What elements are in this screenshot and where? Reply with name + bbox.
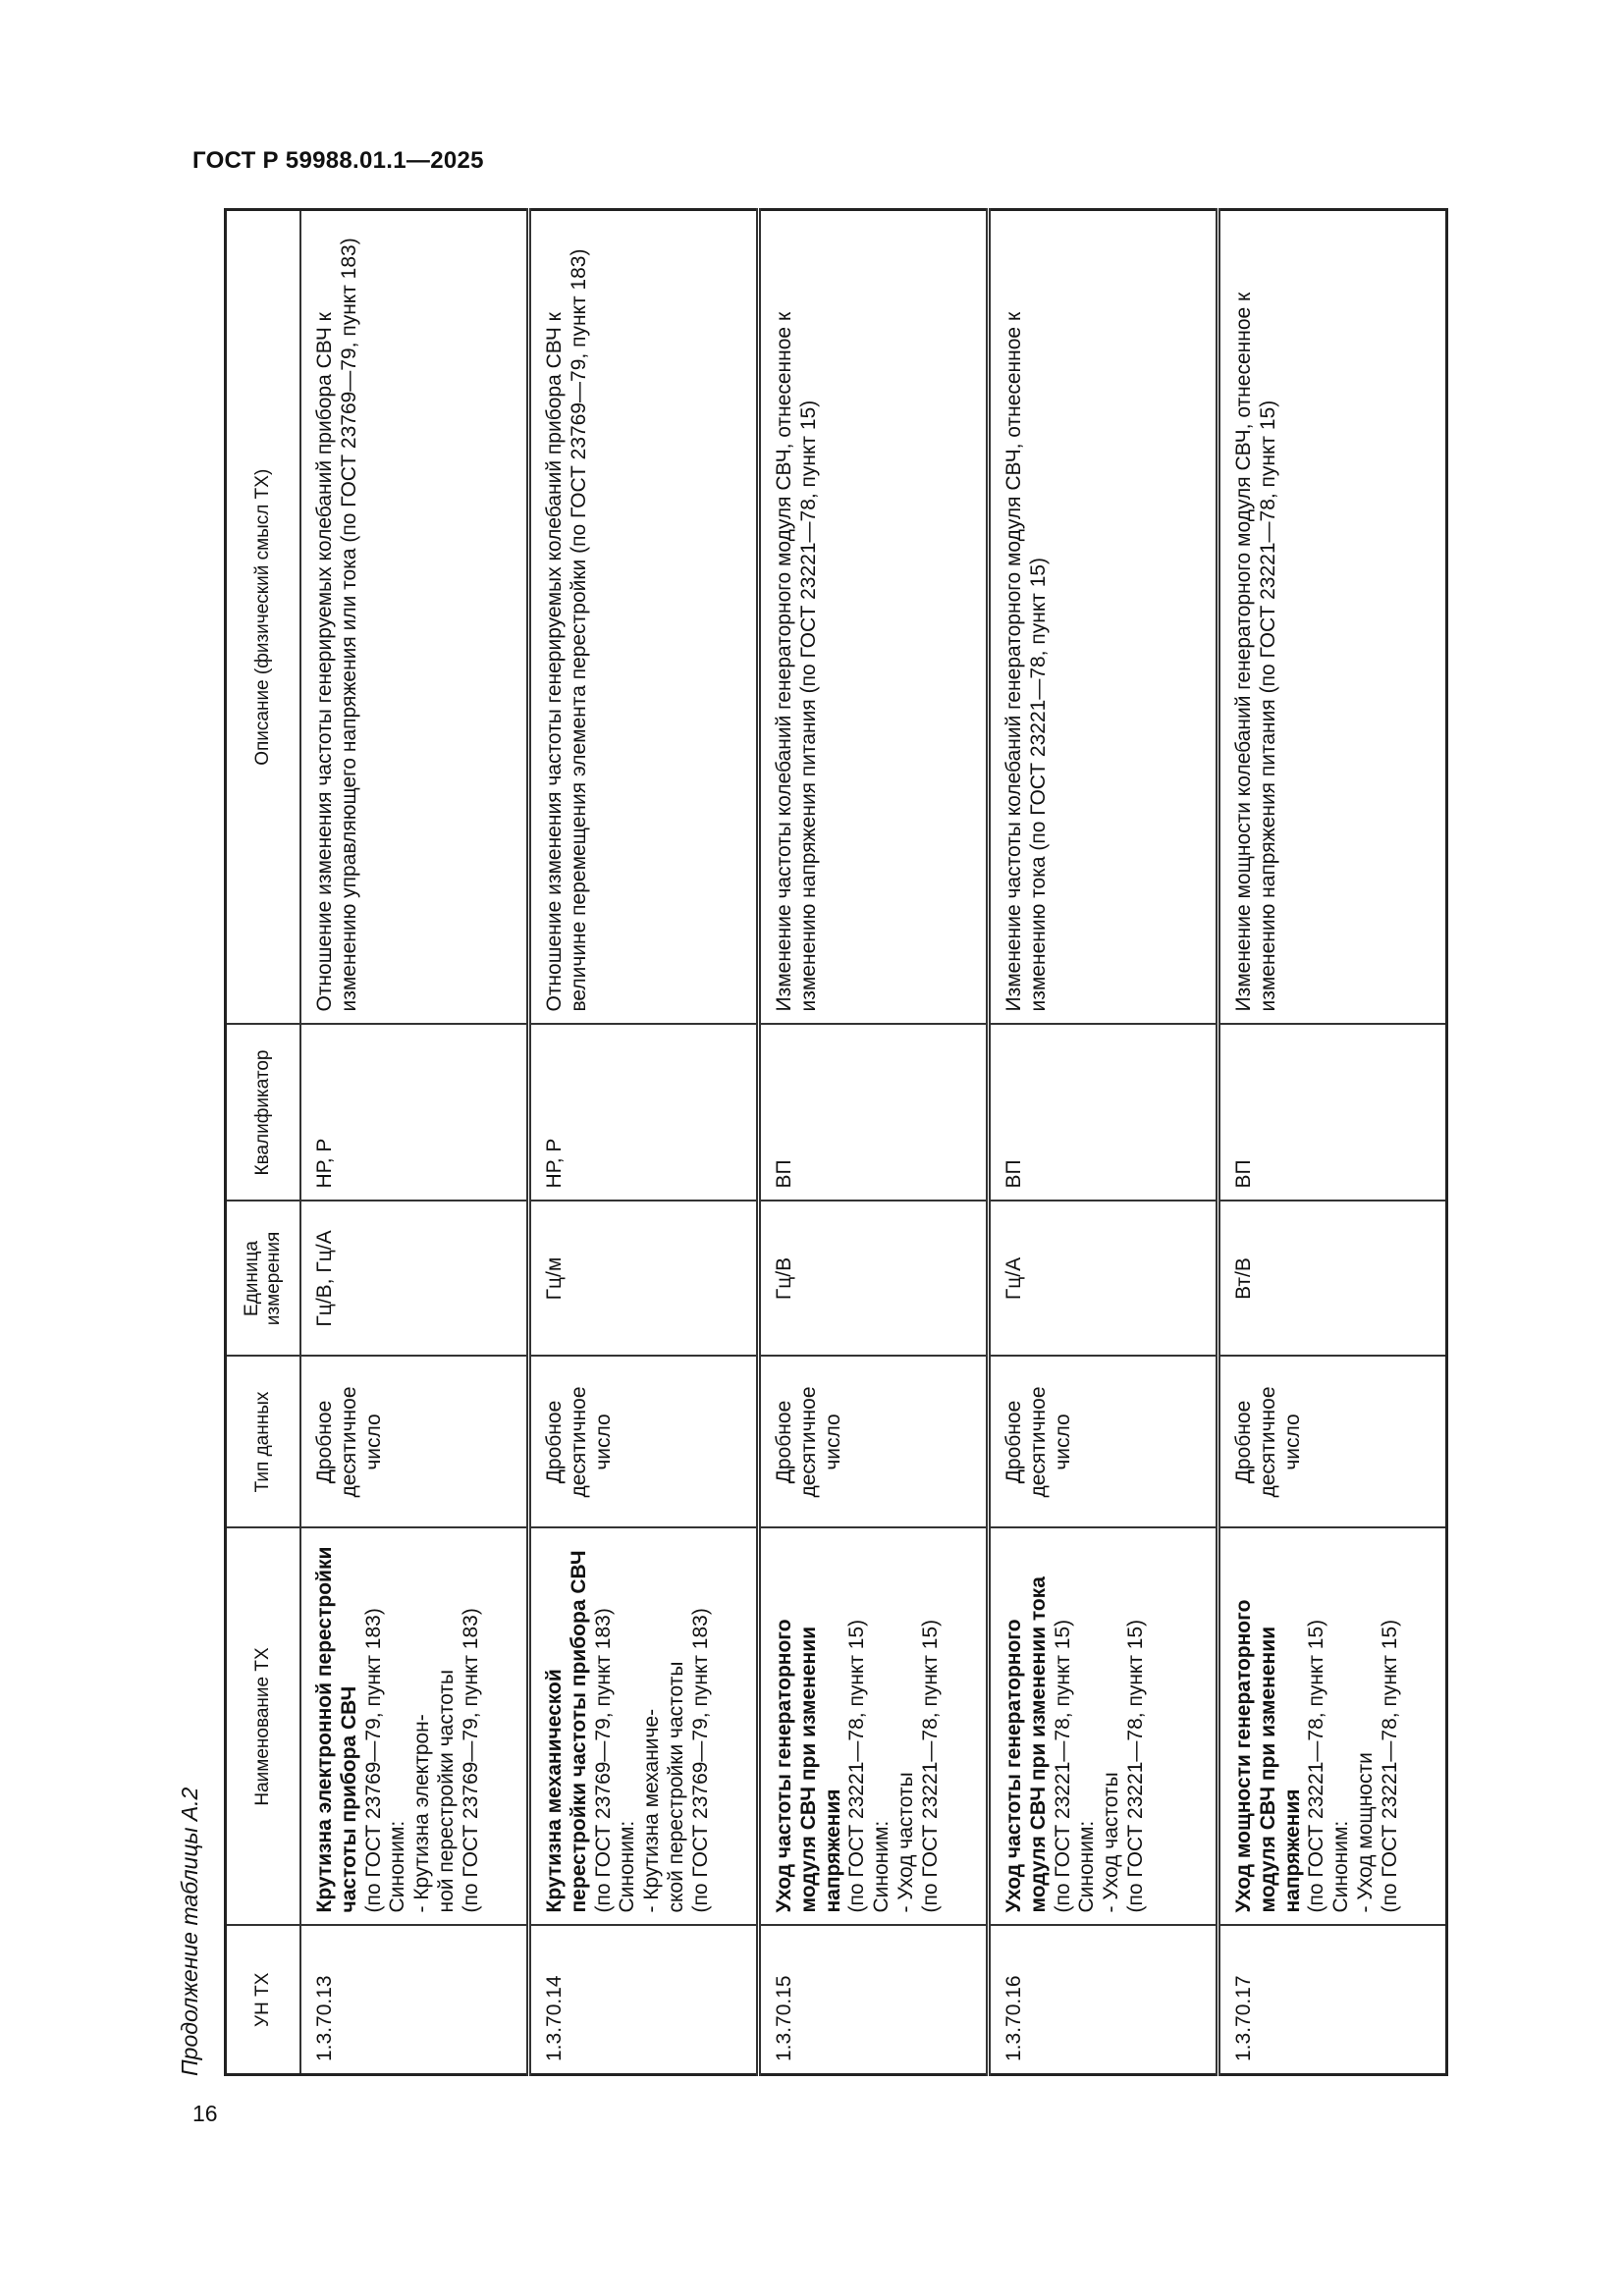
cell-data-type: Дробное десятичное число: [989, 1357, 1218, 1528]
name-detail-line: Синоним:: [616, 1820, 639, 1913]
name-detail-line: Синоним:: [870, 1820, 893, 1913]
characteristic-name: Крутизна механической перестройки частоты прибора СВЧ: [543, 1550, 590, 1913]
cell-unit: Гц/В: [759, 1201, 989, 1357]
cell-qualifier: НР, Р: [300, 1025, 529, 1201]
name-detail-line: ной перестройки частоты: [434, 1669, 458, 1913]
name-details: [1052, 1541, 1149, 1913]
table-row: [529, 210, 759, 2075]
cell-name: [300, 1528, 529, 1926]
name-detail-line: - Уход частоты: [893, 1772, 917, 1913]
cell-qualifier: ВП: [759, 1025, 989, 1201]
cell-data-type: Дробное десятичное число: [759, 1357, 989, 1528]
name-detail-line: (по ГОСТ 23221—78, пункт 15): [1051, 1619, 1074, 1913]
cell-unit: Гц/В, Гц/А: [300, 1201, 529, 1357]
cell-code: 1.3.70.17: [1218, 1926, 1447, 2075]
cell-description: Отношение изменения частоты генерируемых колебаний прибора СВЧ к изменению управляющего напряжения или тока (по ГОСТ 23769—79, пункт 183): [300, 210, 529, 1025]
name-details: [845, 1541, 943, 1913]
name-detail-line: Синоним:: [1075, 1820, 1099, 1913]
cell-name: [989, 1528, 1218, 1926]
characteristics-table: [224, 208, 1448, 2076]
cell-data-type: Дробное десятичное число: [1218, 1357, 1447, 1528]
name-detail-line: Синоним:: [386, 1820, 409, 1913]
rotated-table-region: [177, 211, 1512, 2076]
cell-code: 1.3.70.16: [989, 1926, 1218, 2075]
cell-description: Изменение мощности колебаний генераторного модуля СВЧ, отнесенное к изменению напряжения питания (по ГОСТ 23221—78, пункт 15): [1218, 210, 1447, 1025]
name-detail-line: (по ГОСТ 23769—79, пункт 183): [688, 1608, 712, 1913]
table-row: [1218, 210, 1447, 2075]
cell-description: Отношение изменения частоты генерируемых колебаний прибора СВЧ к величине перемещения элемента перестройки (по ГОСТ 23769—79, пункт 183): [529, 210, 759, 1025]
cell-unit: Гц/А: [989, 1201, 1218, 1357]
cell-data-type: Дробное десятичное число: [300, 1357, 529, 1528]
cell-qualifier: НР, Р: [529, 1025, 759, 1201]
cell-unit: Гц/м: [529, 1201, 759, 1357]
name-detail-line: Синоним:: [1329, 1820, 1353, 1913]
column-header-code: УН ТХ: [226, 1926, 301, 2075]
cell-name: [759, 1528, 989, 1926]
column-header-description: Описание (физический смысл ТХ): [226, 210, 301, 1025]
name-details: [1305, 1541, 1402, 1913]
name-detail-line: - Крутизна электрон-: [410, 1714, 434, 1913]
cell-description: Изменение частоты колебаний генераторного модуля СВЧ, отнесенное к изменению напряжения питания (по ГОСТ 23221—78, пункт 15): [759, 210, 989, 1025]
name-detail-line: - Уход частоты: [1100, 1772, 1123, 1913]
characteristic-name: Уход мощности генераторного модуля СВЧ при изменении напряжения: [1232, 1599, 1304, 1913]
name-details: [592, 1541, 714, 1913]
column-header-type: Тип данных: [226, 1357, 301, 1528]
name-detail-line: (по ГОСТ 23769—79, пункт 183): [361, 1608, 385, 1913]
cell-code: 1.3.70.13: [300, 1926, 529, 2075]
column-header-name: Наименование ТХ: [226, 1528, 301, 1926]
name-detail-line: (по ГОСТ 23221—78, пункт 15): [1378, 1619, 1401, 1913]
name-detail-line: - Уход мощности: [1353, 1752, 1377, 1913]
cell-unit: Вт/В: [1218, 1201, 1447, 1357]
cell-code: 1.3.70.15: [759, 1926, 989, 2075]
name-detail-line: - Крутизна механиче-: [640, 1708, 664, 1913]
table-caption: Продолжение таблицы А.2: [177, 1787, 202, 2076]
table-row: [989, 210, 1218, 2075]
name-detail-line: (по ГОСТ 23221—78, пункт 15): [918, 1619, 942, 1913]
cell-description: Изменение частоты колебаний генераторного модуля СВЧ, отнесенное к изменению тока (по ГОСТ 23221—78, пункт 15): [989, 210, 1218, 1025]
column-header-unit: Единица измерения: [226, 1201, 301, 1357]
cell-qualifier: ВП: [1218, 1025, 1447, 1201]
document-code-header: ГОСТ Р 59988.01.1—2025: [192, 147, 484, 174]
column-header-qualifier: Квалификатор: [226, 1025, 301, 1201]
table-row: [300, 210, 529, 2075]
characteristic-name: Уход частоты генераторного модуля СВЧ при изменении тока: [1002, 1576, 1050, 1913]
name-detail-line: (по ГОСТ 23769—79, пункт 183): [591, 1608, 615, 1913]
characteristic-name: Крутизна электронной перестройки частоты прибора СВЧ: [313, 1546, 360, 1913]
name-detail-line: (по ГОСТ 23769—79, пункт 183): [459, 1608, 482, 1913]
cell-qualifier: ВП: [989, 1025, 1218, 1201]
name-detail-line: (по ГОСТ 23221—78, пункт 15): [1305, 1619, 1328, 1913]
characteristic-name: Уход частоты генераторного модуля СВЧ при изменении напряжения: [773, 1619, 844, 1913]
name-detail-line: (по ГОСТ 23221—78, пункт 15): [1123, 1619, 1147, 1913]
cell-name: [529, 1528, 759, 1926]
cell-code: 1.3.70.14: [529, 1926, 759, 2075]
cell-name: [1218, 1528, 1447, 1926]
page-number: 16: [192, 2101, 218, 2126]
table-row: [759, 210, 989, 2075]
name-detail-line: ской перестройки частоты: [664, 1661, 687, 1913]
cell-data-type: Дробное десятичное число: [529, 1357, 759, 1528]
name-details: [362, 1541, 484, 1913]
name-detail-line: (по ГОСТ 23221—78, пункт 15): [845, 1619, 869, 1913]
table-header-row: [226, 210, 301, 2075]
